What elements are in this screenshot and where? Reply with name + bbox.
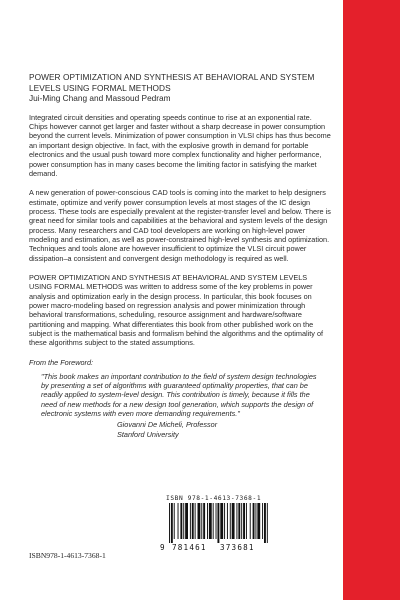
barcode-bar: [201, 503, 202, 539]
barcode-bar: [230, 503, 231, 539]
book-authors: Jui-Ming Chang and Massoud Pedram: [29, 93, 171, 104]
barcode-isbn-label: ISBN 978-1-4613-7368-1: [166, 495, 262, 502]
barcode-bar: [246, 503, 247, 539]
back-cover-text: [29, 72, 331, 439]
barcode-bar: [232, 503, 235, 539]
book-title: POWER OPTIMIZATION AND SYNTHESIS AT BEHAVIORAL AND SYSTEM LEVELS USING FORMAL METHODS: [29, 72, 315, 93]
barcode-digit-group: 373681: [220, 543, 255, 552]
spine-color-band: [343, 0, 400, 600]
barcode-digits: [160, 543, 270, 553]
barcode-bar: [255, 503, 256, 539]
barcode-bar: [227, 503, 228, 539]
barcode-bar: [192, 503, 194, 539]
foreword-quote: "This book makes an important contribution to the field of system design technologies by presenting a set of algorithms with guaranteed optimality properties, that can be readily applied to system-level design. This contribution is timely, because it fills the need of new methods for a new design tool generation, which supports the design of electronic systems with even more demanding requirements.": [41, 371, 317, 419]
barcode-bar: [178, 503, 179, 539]
barcode-bar: [262, 503, 263, 539]
barcode-bars: [160, 503, 270, 543]
barcode-bar: [203, 503, 205, 539]
barcode-bar: [185, 503, 188, 539]
foreword-heading: From the Foreword:: [29, 357, 94, 367]
barcode-bar: [250, 503, 251, 539]
isbn-number: ISBN978-1-4613-7368-1: [29, 551, 106, 560]
barcode-lead-digit: 9: [160, 543, 165, 552]
barcode-bar: [207, 503, 208, 539]
barcode-digit-group: 781461: [172, 543, 207, 552]
barcode-bar: [209, 503, 212, 539]
barcode-bar: [190, 503, 191, 539]
barcode-bar: [171, 503, 173, 543]
barcode-bar: [180, 503, 182, 539]
barcode-bar: [195, 503, 196, 539]
barcode-bar: [243, 503, 245, 539]
foreword-affiliation: Stanford University: [117, 429, 179, 439]
barcode-bar: [253, 503, 255, 539]
barcode-bar: [224, 503, 225, 539]
foreword-author: Giovanni De Micheli, Professor: [117, 420, 218, 430]
barcode-bar: [220, 503, 223, 539]
barcode-bar: [267, 503, 268, 543]
barcode-bar: [264, 503, 266, 543]
barcode-bar: [198, 503, 201, 539]
isbn-barcode: [160, 495, 270, 553]
barcode-bar: [238, 503, 240, 539]
barcode-bar: [183, 503, 184, 539]
barcode-bar: [213, 503, 214, 539]
barcode-bar: [174, 503, 175, 539]
description-paragraph: Integrated circuit densities and operating speeds continue to rise at an exponential rate. Chips however cannot get larger and faster without a sharp decrease in power consumption beyond the current levels. Minimization of power consumption in VLSI chips has thus become an important design objective. In fact, with the explosive growth in demand for portable electronics and the usual push toward more complex functionality and higher performance, power consumption has in many cases become the limiting factor in satisfying the market demand.: [29, 112, 331, 178]
barcode-bar: [217, 503, 219, 543]
barcode-bar: [216, 503, 217, 539]
barcode-bar: [169, 503, 170, 543]
barcode-bar: [257, 503, 260, 539]
barcode-bar: [236, 503, 237, 539]
barcode-bar: [241, 503, 242, 539]
description-paragraph: A new generation of power-conscious CAD tools is coming into the market to help designers estimate, optimize and verify power consumption levels at most stages of the IC design process. These tools are especially prevalent at the register-transfer level and below. There is great need for similar tools and capabilities at the behavioral and system levels of the design process. Many researchers and CAD tool developers are working on high-level power modeling and estimation, as well as power-constrained high-level synthesis and optimization. Techniques and tools alone are however insufficient to optimize the VLSI circuit power dissipation–a consistent and convergent design methodology is required as well.: [29, 188, 331, 263]
description-paragraph: POWER OPTIMIZATION AND SYNTHESIS AT BEHAVIORAL AND SYSTEM LEVELS USING FORMAL METHODS was written to address some of the key problems in power analysis and optimization early in the design process. In particular, this book focuses on power macro-modeling based on regression analysis and power minimization through behavioral transformations, scheduling, resource assignment and hardware/software partitioning and mapping. What differentiates this book from other published work on the subject is the mathematical basis and formalism behind the algorithms and the optimality of these algorithms subject to the stated assumptions.: [29, 272, 324, 348]
